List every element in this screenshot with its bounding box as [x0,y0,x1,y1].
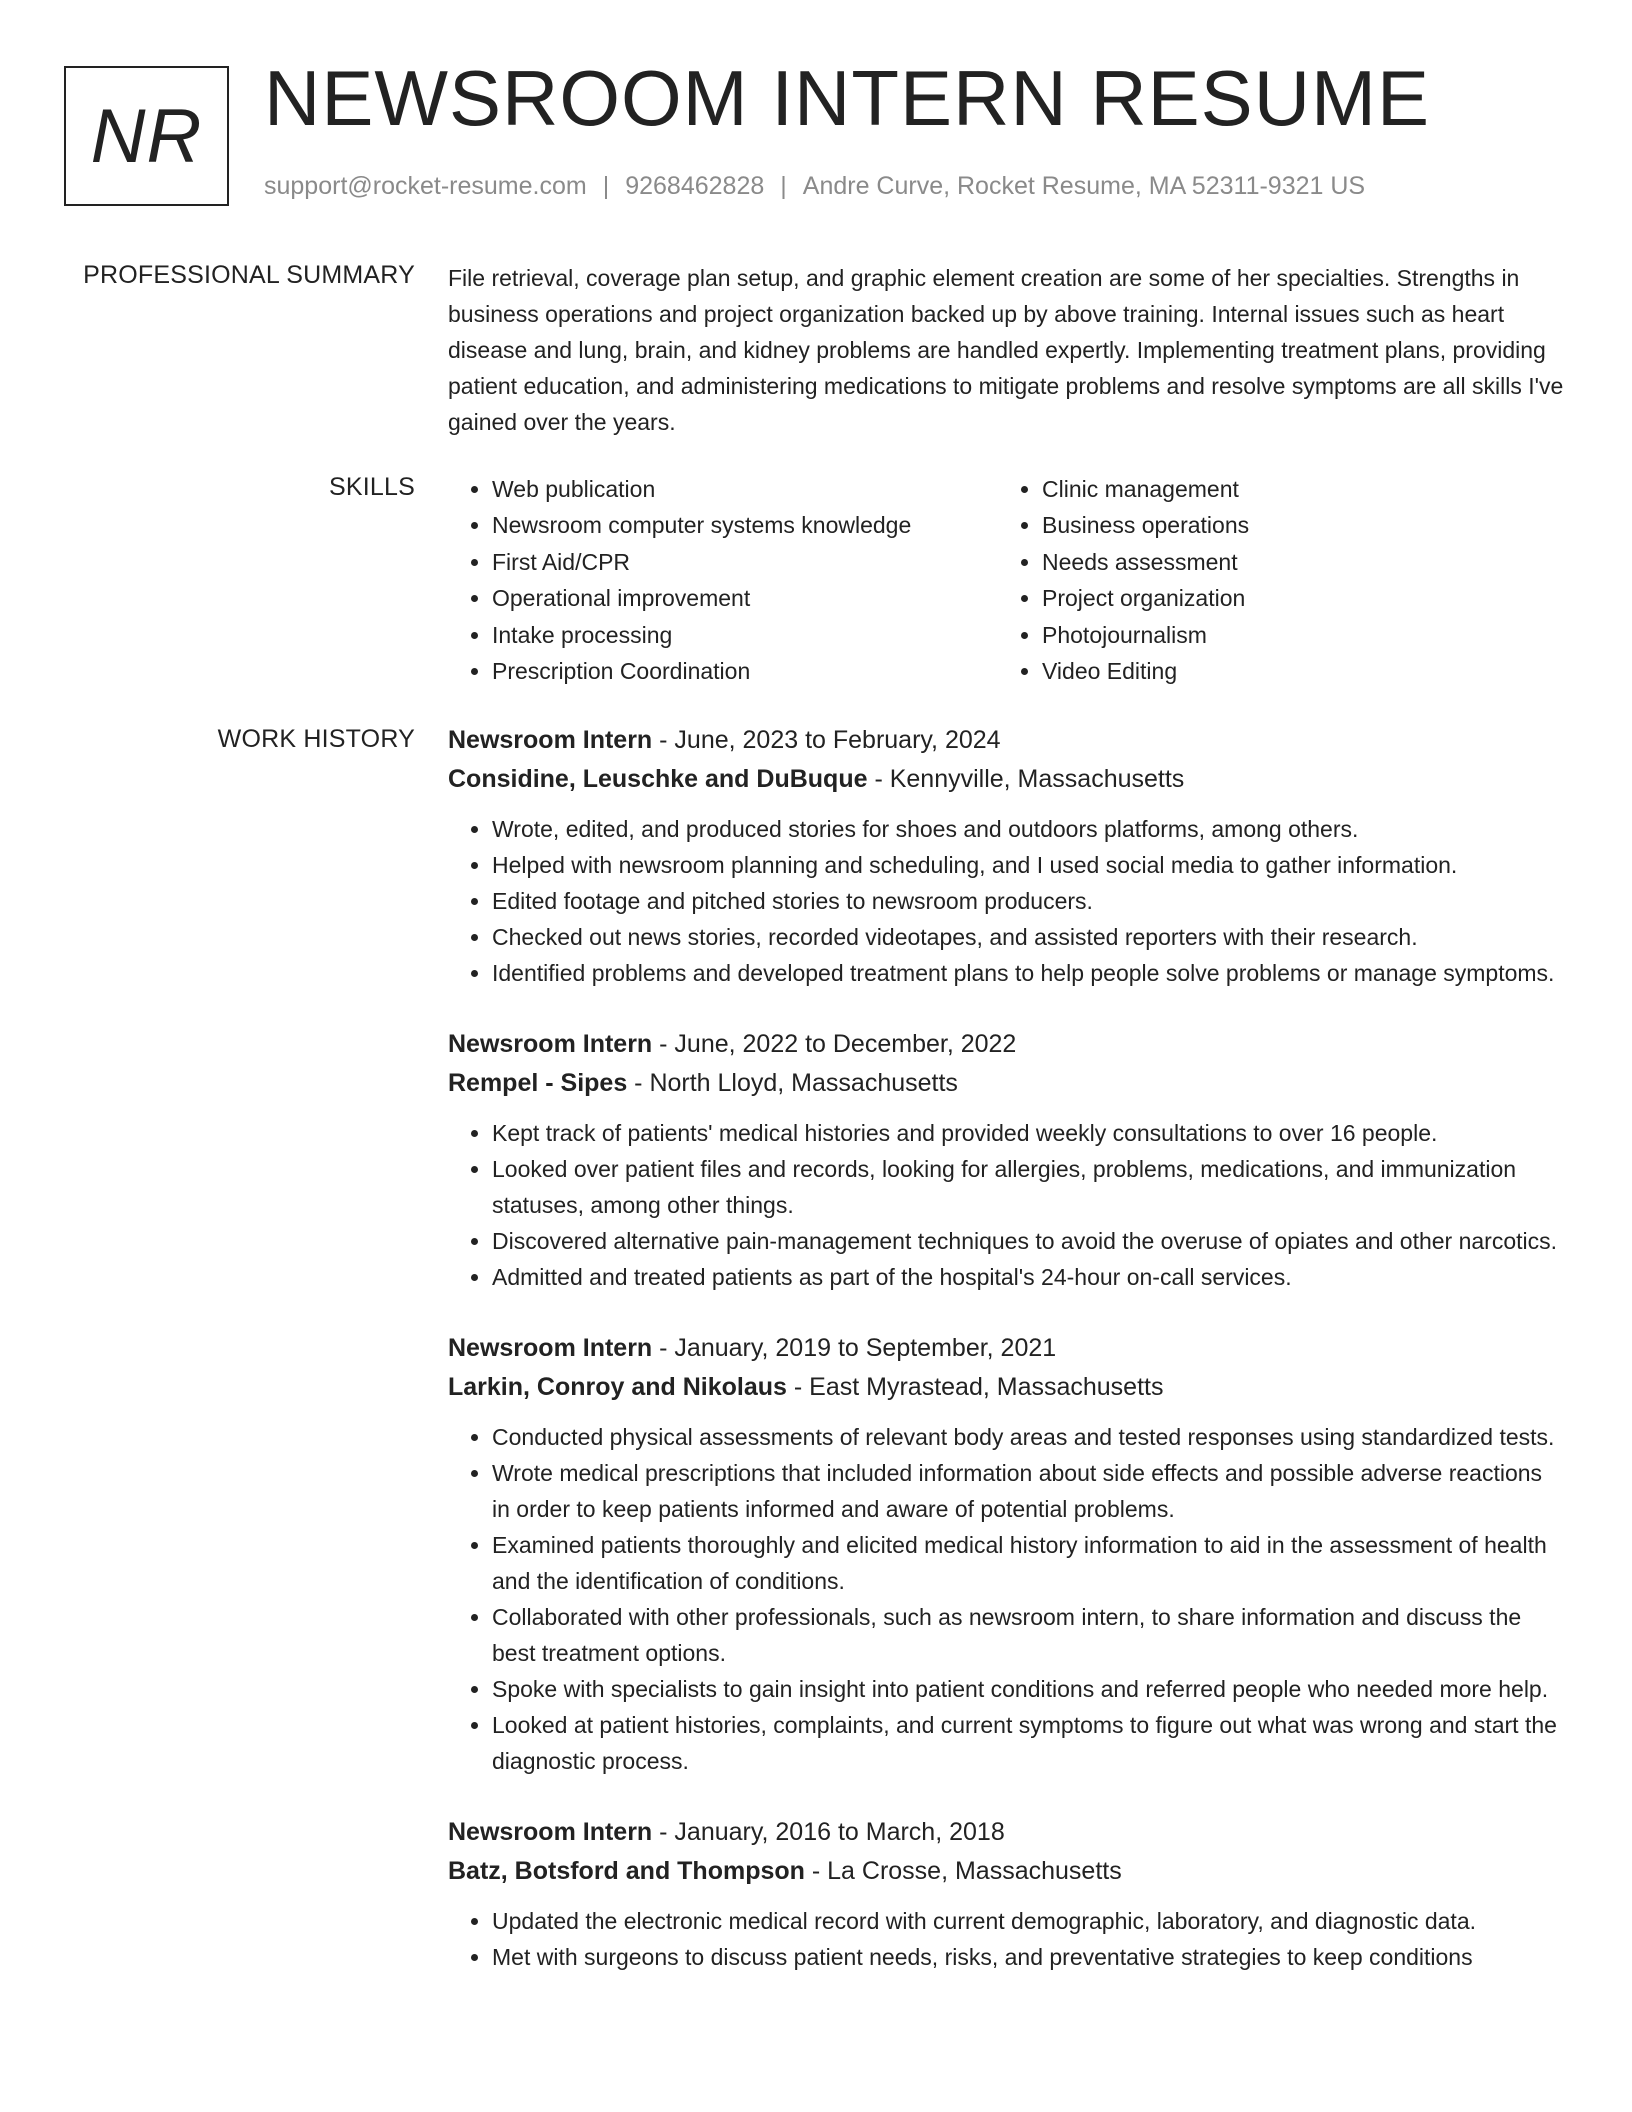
work-history-section [448,721,1568,2009]
skills-heading: SKILLS [329,473,415,501]
job-company: Rempel - Sipes [448,1069,628,1097]
skill-item: • Prescription Coordination [492,653,998,689]
contact-separator: | [602,172,610,200]
job-title: Newsroom Intern [448,1818,653,1846]
skills-list-left [448,471,998,689]
job-dates: - June, 2023 to February, 2024 [652,726,1001,754]
skill-item: • Needs assessment [1042,544,1542,580]
contact-email[interactable]: support@rocket-resume.com [264,172,587,200]
skill-item: • Operational improvement [492,580,998,616]
job-company-line [448,760,1568,799]
summary-heading: PROFESSIONAL SUMMARY [83,261,415,289]
job-bullet: • Collaborated with other professionals, such as newsroom intern, to share information and discuss the best treatment options. [492,1599,1568,1671]
job-bullet: • Helped with newsroom planning and scheduling, and I used social media to gather information. [492,847,1568,883]
job-entry [448,1025,1568,1295]
job-bullet: • Examined patients thoroughly and elicited medical history information to aid in the assessment of health and the identification of conditions. [492,1527,1568,1599]
job-entry [448,721,1568,991]
job-entry [448,1329,1568,1779]
skill-item: • Web publication [492,471,998,507]
job-bullet: • Admitted and treated patients as part of the hospital's 24-hour on-call services. [492,1259,1568,1295]
job-company: Larkin, Conroy and Nikolaus [448,1373,787,1401]
job-company-line [448,1368,1568,1407]
job-company-line [448,1852,1568,1891]
monogram-logo: NR [64,66,229,206]
job-bullet: • Kept track of patients' medical histories and provided weekly consultations to over 16 people. [492,1115,1568,1151]
job-entry [448,1813,1568,1975]
contact-address: Andre Curve, Rocket Resume, MA 52311-9321 US [802,172,1366,200]
job-bullet: • Discovered alternative pain-management techniques to avoid the overuse of opiates and other narcotics. [492,1223,1568,1259]
job-bullet: • Updated the electronic medical record with current demographic, laboratory, and diagnostic data. [492,1903,1568,1939]
summary-text: File retrieval, coverage plan setup, and graphic element creation are some of her specialties. Strengths in business operations and project organization backed up by above training. Internal issues such as heart disease and lung, brain, and kidney problems are handled expertly. Implementing treatment plans, providing patient education, and administering medications to mitigate problems and resolve symptoms are all skills I've gained over the years. [448,265,1564,435]
job-company: Considine, Leuschke and DuBuque [448,765,868,793]
job-title-line [448,1329,1568,1368]
job-title: Newsroom Intern [448,1334,653,1362]
resume-title: NEWSROOM INTERN RESUME [264,54,1431,142]
skill-item: • Business operations [1042,507,1542,543]
skill-item: • Intake processing [492,617,998,653]
job-dates: - January, 2016 to March, 2018 [652,1818,1005,1846]
job-bullets [448,1419,1568,1779]
skill-item: • Project organization [1042,580,1542,616]
skills-section [448,471,1568,689]
job-location: - North Lloyd, Massachusetts [627,1069,958,1097]
job-company: Batz, Botsford and Thompson [448,1857,805,1885]
job-title-line [448,1025,1568,1064]
job-bullet: • Looked at patient histories, complaints, and current symptoms to figure out what was wrong and start the diagnostic process. [492,1707,1568,1779]
job-bullets [448,811,1568,991]
job-bullet: • Edited footage and pitched stories to newsroom producers. [492,883,1568,919]
job-bullet: • Wrote, edited, and produced stories for shoes and outdoors platforms, among others. [492,811,1568,847]
contact-separator: | [780,172,787,200]
skills-list-right [998,471,1542,689]
job-bullets [448,1903,1568,1975]
summary-section [448,260,1568,440]
job-title: Newsroom Intern [448,1030,653,1058]
skill-item: • Photojournalism [1042,617,1542,653]
job-dates: - January, 2019 to September, 2021 [652,1334,1057,1362]
job-bullet: • Identified problems and developed treatment plans to help people solve problems or manage symptoms. [492,955,1568,991]
job-dates: - June, 2022 to December, 2022 [652,1030,1017,1058]
job-title-line [448,1813,1568,1852]
job-location: - La Crosse, Massachusetts [804,1857,1122,1885]
job-bullet: • Spoke with specialists to gain insight into patient conditions and referred people who needed more help. [492,1671,1568,1707]
job-bullet: • Conducted physical assessments of relevant body areas and tested responses using standardized tests. [492,1419,1568,1455]
skill-item: • Newsroom computer systems knowledge [492,507,998,543]
job-bullet: • Met with surgeons to discuss patient needs, risks, and preventative strategies to keep conditions [492,1939,1568,1975]
job-location: - East Myrastead, Massachusetts [786,1373,1164,1401]
job-bullet: • Wrote medical prescriptions that included information about side effects and possible adverse reactions in order to keep patients informed and aware of potential problems. [492,1455,1568,1527]
skills-columns [448,471,1568,689]
skill-item: • Video Editing [1042,653,1542,689]
job-bullet: • Looked over patient files and records, looking for allergies, problems, medications, and immunization statuses, among other things. [492,1151,1568,1223]
job-title-line [448,721,1568,760]
skill-item: • First Aid/CPR [492,544,998,580]
job-company-line [448,1064,1568,1103]
contact-line [264,172,1365,201]
skill-item: • Clinic management [1042,471,1542,507]
job-title: Newsroom Intern [448,726,653,754]
work-history-heading: WORK HISTORY [217,725,415,753]
job-bullets [448,1115,1568,1295]
contact-phone[interactable]: 9268462828 [625,172,765,200]
job-bullet: • Checked out news stories, recorded videotapes, and assisted reporters with their research. [492,919,1568,955]
job-location: - Kennyville, Massachusetts [867,765,1185,793]
